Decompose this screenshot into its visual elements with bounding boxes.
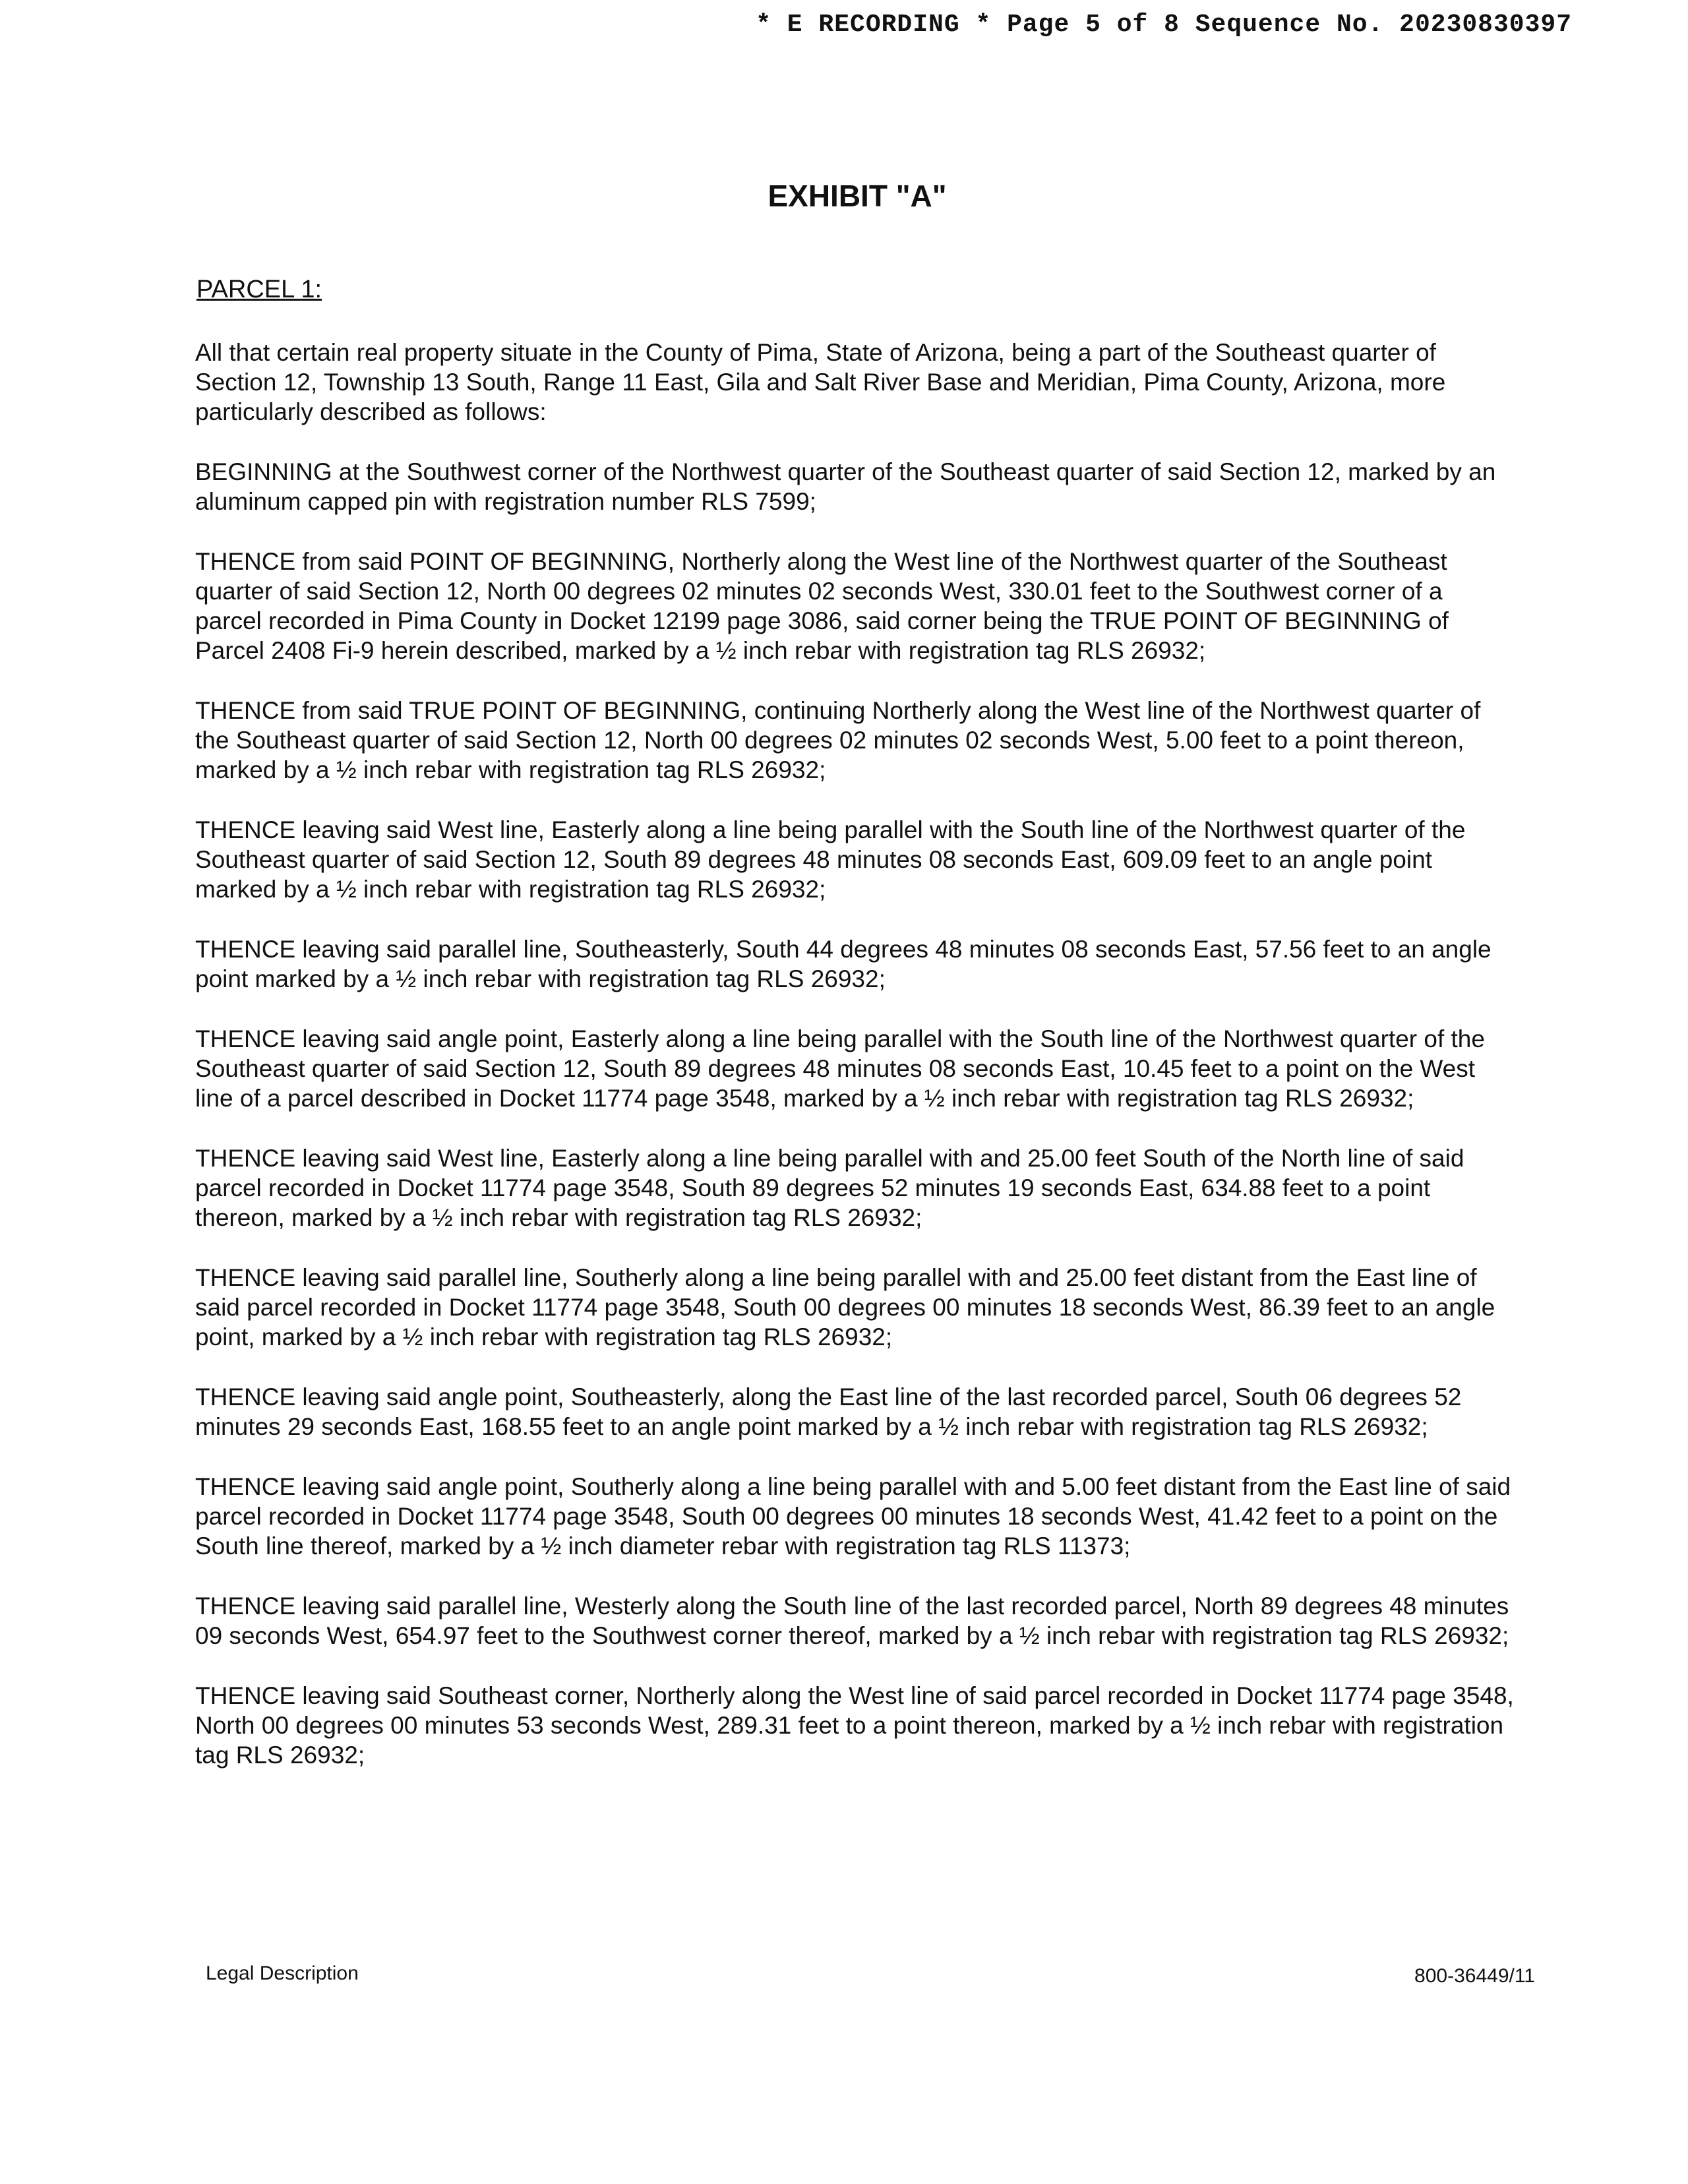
legal-description-body xyxy=(195,338,1514,1800)
parcel-label: PARCEL 1: xyxy=(196,276,322,303)
paragraph-thence-9: THENCE leaving said angle point, Southerly along a line being parallel with and 5.00 feet distant from the East line of said parcel recorded in Docket 11774 page 3548, South 00 degrees 00 minutes 18 seconds West, 41.42 feet to a point on the South line thereof, marked by a ½ inch diameter rebar with registration tag RLS 11373; xyxy=(195,1473,1511,1560)
exhibit-title: EXHIBIT "A" xyxy=(768,179,947,213)
paragraph-thence-7: THENCE leaving said parallel line, Southerly along a line being parallel with and 25.00 feet distant from the East line of said parcel recorded in Docket 11774 page 3548, South 00 degrees 00 minutes 18 seconds West, 86.39 feet to an angle point, marked by a ½ inch rebar with registration tag RLS 26932; xyxy=(195,1264,1495,1350)
paragraph-thence-3: THENCE leaving said West line, Easterly along a line being parallel with the South line of the Northwest quarter of the Southeast quarter of said Section 12, South 89 degrees 48 minutes 08 seconds East, 609.09 feet to an angle point marked by a ½ inch rebar with registration tag RLS 26932; xyxy=(195,816,1466,903)
paragraph-thence-10: THENCE leaving said parallel line, Westerly along the South line of the last recorded parcel, North 89 degrees 48 minutes 09 seconds West, 654.97 feet to the Southwest corner thereof, marked by a ½ inch rebar with registration tag RLS 26932; xyxy=(195,1592,1509,1649)
paragraph-beginning: BEGINNING at the Southwest corner of the Northwest quarter of the Southeast quarter of said Section 12, marked by an aluminum capped pin with registration number RLS 7599; xyxy=(195,458,1496,515)
paragraph-thence-2: THENCE from said TRUE POINT OF BEGINNING, continuing Northerly along the West line of the Northwest quarter of the Southeast quarter of said Section 12, North 00 degrees 02 minutes 02 seconds West, 5.00 feet to a point thereon, marked by a ½ inch rebar with registration tag RLS 26932; xyxy=(195,697,1481,783)
paragraph-thence-6: THENCE leaving said West line, Easterly along a line being parallel with and 25.00 feet South of the North line of said parcel recorded in Docket 11774 page 3548, South 89 degrees 52 minutes 19 seconds East, 634.88 feet to a point thereon, marked by a ½ inch rebar with registration tag RLS 26932; xyxy=(195,1145,1464,1231)
footer-document-type: Legal Description xyxy=(206,1962,359,1984)
footer-document-number: 800-36449/11 xyxy=(1414,1965,1535,1987)
paragraph-thence-5: THENCE leaving said angle point, Easterly along a line being parallel with the South line of the Northwest quarter of the Southeast quarter of said Section 12, South 89 degrees 48 minutes 08 seconds East, 10.45 feet to a point on the West line of a parcel described in Docket 11774 page 3548, marked by a ½ inch rebar with registration tag RLS 26932; xyxy=(195,1025,1485,1112)
paragraph-thence-11: THENCE leaving said Southeast corner, Northerly along the West line of said parcel recorded in Docket 11774 page 3548, North 00 degrees 00 minutes 53 seconds West, 289.31 feet to a point thereon, marked by a ½ inch rebar with registration tag RLS 26932; xyxy=(195,1682,1514,1769)
recording-stamp: * E RECORDING * Page 5 of 8 Sequence No. 20230830397 xyxy=(756,11,1572,39)
paragraph-thence-4: THENCE leaving said parallel line, Southeasterly, South 44 degrees 48 minutes 08 seconds East, 57.56 feet to an angle point marked by a ½ inch rebar with registration tag RLS 26932; xyxy=(195,936,1492,992)
paragraph-thence-1: THENCE from said POINT OF BEGINNING, Northerly along the West line of the Northwest quarter of the Southeast quarter of said Section 12, North 00 degrees 02 minutes 02 seconds West, 330.01 feet to the Southwest corner of a parcel recorded in Pima County in Docket 12199 page 3086, said corner being the TRUE POINT OF BEGINNING of Parcel 2408 Fi-9 herein described, marked by a ½ inch rebar with registration tag RLS 26932; xyxy=(195,548,1449,664)
paragraph-thence-8: THENCE leaving said angle point, Southeasterly, along the East line of the last recorded parcel, South 06 degrees 52 minutes 29 seconds East, 168.55 feet to an angle point marked by a ½ inch rebar with registration tag RLS 26932; xyxy=(195,1383,1462,1440)
paragraph-intro: All that certain real property situate in the County of Pima, State of Arizona, being a part of the Southeast quarter of Section 12, Township 13 South, Range 11 East, Gila and Salt River Base and Meridian, Pima County, Arizona, more particularly described as follows: xyxy=(195,339,1446,425)
